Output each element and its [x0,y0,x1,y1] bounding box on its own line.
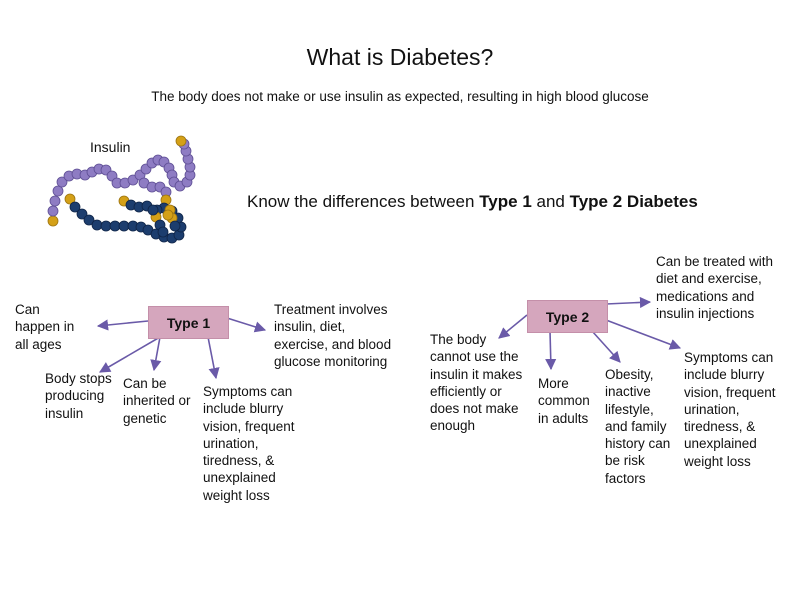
compare-type2: Type 2 Diabetes [569,192,698,211]
molecule-bead [48,216,58,226]
arrow-type1-inherited [154,337,160,370]
molecule-bead [148,205,158,215]
molecule-bead [53,186,63,196]
type1-box: Type 1 [148,306,229,339]
arrow-type2-treatment [606,302,650,304]
type2-risk-note: Obesity, inactive lifestyle, and family history can be risk factors [605,367,671,486]
page-title: What is Diabetes? [306,44,494,70]
type1-symptoms-note: Symptoms can include blurry vision, frequent urination, tiredness, & unexplained weight loss [203,384,295,503]
molecule-bead [50,196,60,206]
type2-symptoms-note: Symptoms can include blurry vision, frequent urination, tiredness, & unexplained weight loss [684,350,776,469]
type2-adults-note: More common in adults [538,376,590,426]
compare-type1: Type 1 [479,192,532,211]
molecule-bead [48,206,58,216]
arrow-type2-adults [550,331,551,369]
type1-stops-insulin-note: Body stops producing insulin [45,371,112,421]
insulin-label: Insulin [90,139,131,155]
molecule-bead [176,136,186,146]
type1-inherited-note: Can be inherited or genetic [123,376,191,426]
arrow-type1-all-ages [98,321,148,326]
molecule-bead [163,210,173,220]
arrow-type2-symptoms [606,320,680,348]
molecule-bead [170,221,180,231]
compare-prefix: Know the differences between [247,192,480,211]
compare-mid: and [531,192,570,211]
molecule-bead [119,221,129,231]
insulin-molecule-icon [48,136,195,243]
arrow-type1-treatment [227,318,265,330]
type2-box: Type 2 [527,300,608,333]
type2-treatment-note: Can be treated with diet and exercise, medications and insulin injections [656,254,774,321]
type1-all-ages-note: Can happen in all ages [15,302,75,352]
molecule-bead [110,221,120,231]
arrow-type1-symptoms [208,337,216,378]
molecule-bead [92,220,102,230]
arrow-type2-risk [592,331,620,362]
molecule-bead [158,227,168,237]
type1-treatment-note: Treatment involves insulin, diet, exercise, and blood glucose monitoring [274,302,392,369]
compare-heading [247,192,698,212]
molecule-bead [101,221,111,231]
arrow-type1-stops-insulin [100,337,160,372]
type2-cannot-use-note: The body cannot use the insulin it makes efficiently or does not make enough [430,332,523,434]
page-subtitle: The body does not make or use insulin as expected, resulting in high blood glucose [151,89,649,104]
